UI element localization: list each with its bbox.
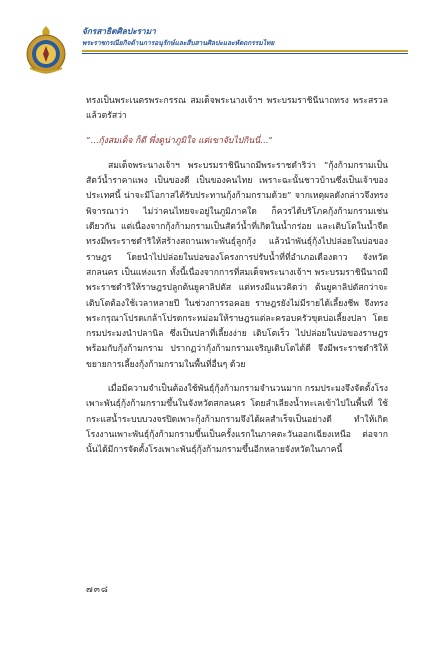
royal-emblem-icon <box>24 24 68 74</box>
header-gold-rule <box>82 50 408 52</box>
header-title: จักรสาธิต​ศิลปะรามา <box>82 26 156 36</box>
page-body <box>86 94 388 459</box>
page-number: ๗๓๘ <box>86 585 109 595</box>
intro-paragraph: ทรงเป็นพระเนตรพระกรรณ สมเด็จพระนางเจ้าฯ พระบรมราชินีนาถทรง พระสรวล แล้วตรัสว่า <box>86 96 388 122</box>
body-paragraph-2: เมื่อมีความจำเป็นต้องใช้พันธุ์กุ้งก้ามกรามจำนวนมาก กรมประมงจึงจัดตั้งโรงเพาะพันธุ์กุ้งก้ามกรามขึ้นในจังหวัดสกลนคร โดยลำเลียงน้ำทะเลเข้าไปในพื้นที่ ใช้กระแสน้ำระบบบวงจรปิดเพาะกุ้งก้ามกรามจึงได้ผลสำเร็จเป็นอย่างดี ทำให้เกิดโรงงานเพาะพันธุ์กุ้งก้ามกรามขึ้นเป็นครั้งแรกในภาคตะวันออกเฉียงเหนือ ต่อจากนั้นได้มีการจัดตั้งโรงเพาะพันธุ์กุ้งก้ามกรามขึ้นอีกหลายจังหวัดในภาคนี้ <box>86 384 388 456</box>
header-subtitle: พระราชกรณียกิจด้านการอนุรักษ์และสืบสานศิลปะและหัตถกรรมไทย <box>82 39 275 47</box>
page-header <box>0 0 432 70</box>
royal-quote: “...กุ้งสมเด็จ ก็ดี พึ่งดูน่าภูมิใจ แต่เขาจับไปกินนี่...” <box>86 135 273 146</box>
body-paragraph-1: สมเด็จพระนางเจ้าฯ พระบรมราชินีนาถมีพระราชดำริว่า “กุ้งก้ามกรามเป็นสัตว์น้ำราคาแพง เป็นของดี เป็นของคนไทย เพราะฉะนั้นชาวบ้านซึ่งเป็นเจ้าของประเทศนี้ น่าจะมีโอกาสได้รับประทานกุ้งก้ามกรามด้วย” จากเหตุผลดังกล่าวจึงทรงพิจารณาว่า ไม่ว่าคนไทยจะอยู่ในภูมิภาคใด ก็ควรได้บริโภคกุ้งก้ามกรามเช่นเดียวกัน แต่เนื่องจากกุ้งก้ามกรามเป็นสัตว์น้ำที่เกิดในน้ำกร่อย และเติบโตในน้ำจืด ทรงมีพระราชดำริให้สร้างสถานเพาะพันธุ์ลูกกุ้ง แล้วนำพันธุ์กุ้งไปปล่อยในบ่อของราษฎร โดยนำไปปล่อยในบ่อของโครงการปรับน้ำที่ที่อำเภอเดืองดาว จังหวัดสกลนคร เป็นแห่งแรก ทั้งนี้เนื่องจากการที่สมเด็จพระนางเจ้าฯ พระบรมราชินีนาถมีพระราชดำริให้ราษฎรปลูกต้นยูคาลิปตัส แต่ทรงมีแนวคิดว่า ต้นยูคาลิปตัสกว่าจะเติบโตต้องใช้เวลาหลายปี ในช่วงการรอคอย ราษฎรยังไม่มีรายได้เลี้ยงชีพ จึงทรงพระกรุณาโปรดเกล้าโปรดกระหม่อมให้ราษฎรแต่ละครอบครัวขุดบ่อเลี้ยงปลา โดยกรมประมงนำปลานิล ซึ่งเป็นปลาที่เลี้ยงง่าย เติบโตเร็ว ไปปล่อยในบ่อของราษฎร พร้อมกับกุ้งก้ามกราม ปรากฏว่ากุ้งก้ามกรามเจริญเติบโตได้ดี จึงมีพระราชดำริให้ขยายการเลี้ยงกุ้งก้ามกรามในพื้นที่อื่นๆ ด้วย <box>86 160 388 370</box>
header-blue-rule <box>82 53 408 54</box>
